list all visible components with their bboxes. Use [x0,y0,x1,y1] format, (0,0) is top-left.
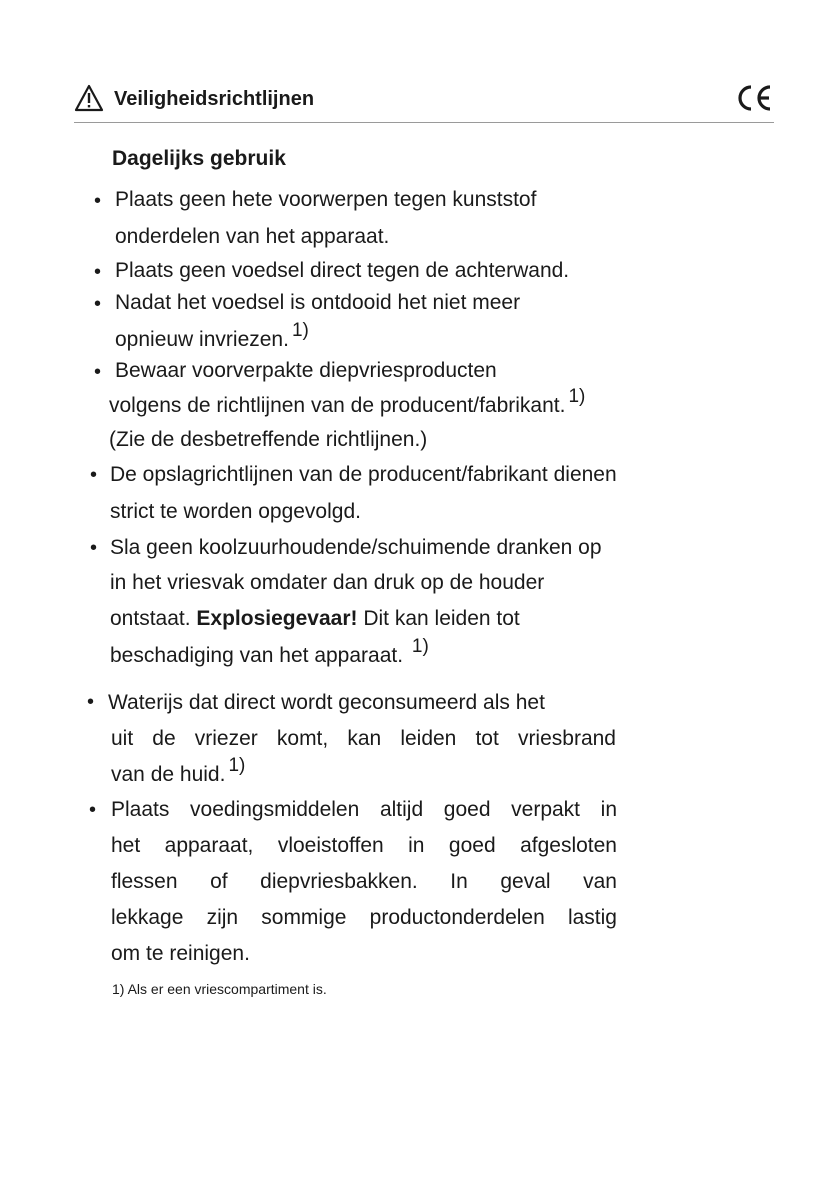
footnote-marker: 1) [568,386,586,407]
item-line: Waterijs dat direct wordt geconsumeerd als het [108,691,545,714]
item-line: opnieuw invriezen. 1) [115,320,309,351]
bullet: • [90,537,98,559]
header-title: Veiligheidsrichtlijnen [114,88,315,110]
footnote: 1) Als er een vriescompartiment is. [112,981,327,997]
item-line: flessen of diepvriesbakken. In geval van [111,870,617,893]
bullet: • [94,190,102,212]
item-line: Plaats voedingsmiddelen altijd goed verpakt in [111,798,617,821]
ce-mark-icon [734,82,774,114]
page-header [74,82,774,120]
footnote-marker: 1) [291,320,309,341]
bullet: • [89,799,97,821]
warning-triangle-icon [74,84,104,112]
item-line: lekkage zijn sommige productonderdelen lastig [111,906,617,929]
item-line: van de huid. 1) [111,755,246,786]
item-line: Nadat het voedsel is ontdooid het niet meer [115,291,521,314]
item-line: om te reinigen. [111,942,250,965]
item-line: De opslagrichtlijnen van de producent/fabrikant dienen [110,463,617,486]
explosion-warning: Explosiegevaar! [196,607,358,630]
bullet: • [94,293,102,315]
item-line: Sla geen koolzuurhoudende/schuimende dranken op [110,536,602,559]
footnote-marker: 1) [228,755,246,776]
item-line: (Zie de desbetreffende richtlijnen.) [109,428,428,451]
bullet: • [87,691,95,713]
item-line: beschadiging van het apparaat. 1) [110,636,429,667]
bullet: • [94,361,102,383]
item-line: Plaats geen voedsel direct tegen de achterwand. [115,259,570,282]
item-line: volgens de richtlijnen van de producent/fabrikant. 1) [109,386,586,417]
bullet: • [90,464,98,486]
bullet: • [94,261,102,283]
item-line: Plaats geen hete voorwerpen tegen kunststof [115,188,537,211]
item-line: ontstaat. Explosiegevaar! Dit kan leiden tot [110,607,520,630]
footnote-marker: 1) [411,636,429,657]
item-line: onderdelen van het apparaat. [115,225,390,248]
item-line: Bewaar voorverpakte diepvriesproducten [115,359,497,382]
item-line: uit de vriezer komt, kan leiden tot vriesbrand [111,727,616,750]
item-line: strict te worden opgevolgd. [110,500,361,523]
item-line: het apparaat, vloeistoffen in goed afgesloten [111,834,617,857]
item-line: in het vriesvak omdater dan druk op de houder [110,571,545,594]
header-divider [74,122,774,123]
section-title: Dagelijks gebruik [112,147,286,170]
